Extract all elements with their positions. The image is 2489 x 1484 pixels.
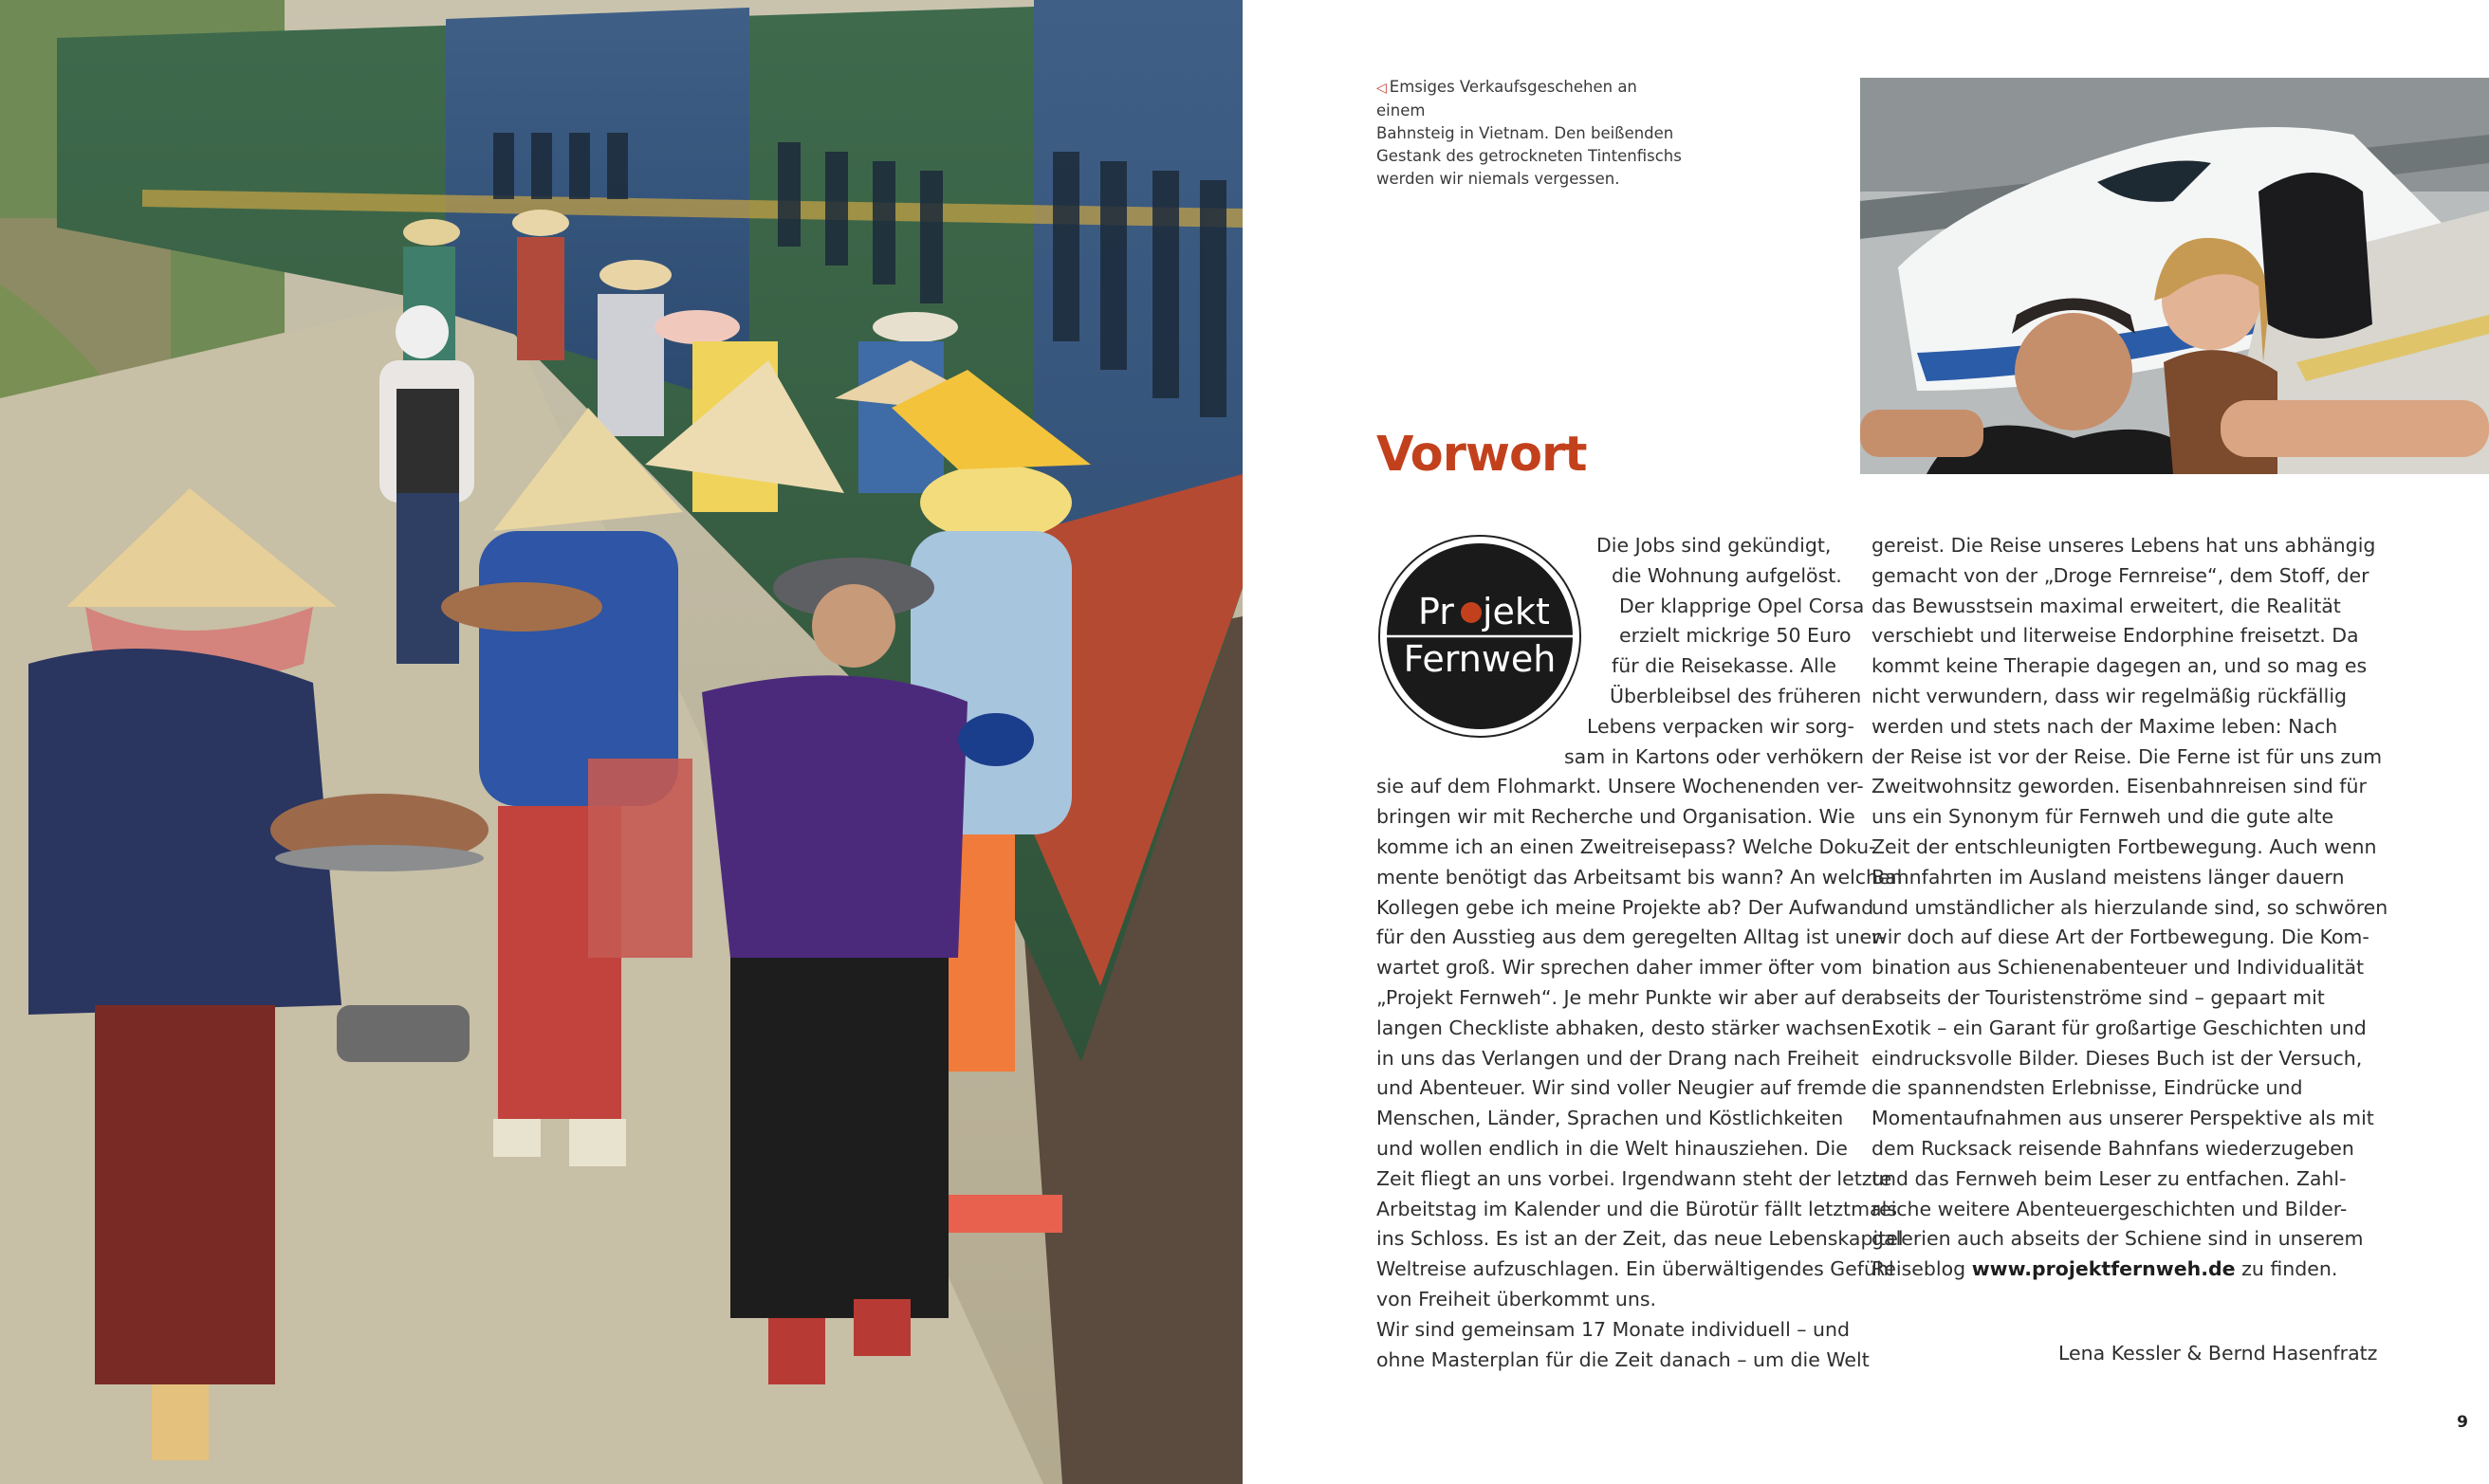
logo-text-fernweh: Fernweh xyxy=(1403,638,1557,680)
caption-marker-icon: ◁ xyxy=(1376,81,1387,96)
body-line: langen Checkliste abhaken, desto stärker wachsen xyxy=(1376,1016,1871,1039)
body-text: Reiseblog xyxy=(1871,1257,1972,1281)
body-line: verschiebt und literweise Endorphine freisetzt. Da xyxy=(1871,624,2359,648)
photo-selfie-bullet-train xyxy=(1860,78,2489,474)
body-line: mente benötigt das Arbeitsamt bis wann? An welchen xyxy=(1376,865,1903,889)
body-line: die Wohnung aufgelöst. xyxy=(1612,563,1842,587)
body-line: Überbleibsel des früheren xyxy=(1610,684,1862,707)
body-line: Menschen, Länder, Sprachen und Köstlichkeiten xyxy=(1376,1107,1844,1130)
photo-caption xyxy=(1376,76,1689,191)
body-line: ins Schloss. Es ist an der Zeit, das neue Lebenskapitel xyxy=(1376,1227,1904,1251)
body-line: in uns das Verlangen und der Drang nach Freiheit xyxy=(1376,1046,1859,1070)
body-line: Bahnfahrten im Ausland meistens länger dauern xyxy=(1871,865,2345,889)
body-line: für den Ausstieg aus dem geregelten Alltag ist uner- xyxy=(1376,925,1886,949)
body-line: Der klapprige Opel Corsa xyxy=(1619,594,1865,617)
body-line: sam in Kartons oder verhökern xyxy=(1564,744,1865,768)
body-column-2 xyxy=(1871,531,2388,1285)
body-line: Die Jobs sind gekündigt, xyxy=(1596,534,1832,557)
body-line: kommt keine Therapie dagegen an, und so mag es xyxy=(1871,654,2368,678)
right-page xyxy=(1243,0,2489,1484)
body-line: wir doch auf diese Art der Fortbewegung. Die Kom- xyxy=(1871,925,2369,949)
blog-url-link[interactable]: www.projektfernweh.de xyxy=(1971,1257,2236,1281)
body-line: reiche weitere Abenteuergeschichten und Bilder- xyxy=(1871,1197,2348,1220)
body-line: für die Reisekasse. Alle xyxy=(1612,654,1837,678)
caption-line: Gestank des getrockneten Tintenfischs xyxy=(1376,147,1682,165)
body-text: zu finden. xyxy=(2235,1257,2338,1281)
body-line: wartet groß. Wir sprechen daher immer öfter vom xyxy=(1376,956,1863,980)
body-line-with-link xyxy=(1871,1255,2346,1285)
page-number: 9 xyxy=(2457,1413,2468,1432)
body-line: Arbeitstag im Kalender und die Bürotür fällt letztmals xyxy=(1376,1197,1897,1220)
body-line: Exotik – ein Garant für großartige Geschichten und xyxy=(1871,1016,2367,1039)
body-line: eindrucksvolle Bilder. Dieses Buch ist der Versuch, xyxy=(1871,1046,2363,1070)
body-line: uns ein Synonym für Fernweh und die gute alte xyxy=(1871,805,2334,829)
body-line: Lebens verpacken wir sorg- xyxy=(1587,714,1854,738)
body-line: werden und stets nach der Maxime leben: Nach xyxy=(1871,714,2338,738)
body-line: erzielt mickrige 50 Euro xyxy=(1619,624,1852,648)
body-line: Zweitwohnsitz geworden. Eisenbahnreisen sind für xyxy=(1871,775,2367,798)
body-line: komme ich an einen Zweitreisepass? Welche Doku- xyxy=(1376,834,1876,858)
body-line: und Abenteuer. Wir sind voller Neugier auf fremde xyxy=(1376,1076,1867,1100)
body-line: Kollegen gebe ich meine Projekte ab? Der Aufwand xyxy=(1376,895,1874,919)
caption-line: werden wir niemals vergessen. xyxy=(1376,170,1620,188)
body-line: das Bewusstsein maximal erweitert, die Realität xyxy=(1871,594,2341,617)
section-heading: Vorwort xyxy=(1376,427,1587,483)
caption-line: Bahnsteig in Vietnam. Den beißenden xyxy=(1376,124,1674,142)
body-line: und wollen endlich in die Welt hinausziehen. Die xyxy=(1376,1136,1848,1160)
logo-text-projekt-post: jekt xyxy=(1483,591,1550,632)
body-line: sie auf dem Flohmarkt. Unsere Wochenenden ver- xyxy=(1376,775,1864,798)
logo-text-projekt-pre: Pr xyxy=(1418,591,1454,632)
body-line: nicht verwundern, dass wir regelmäßig rückfällig xyxy=(1871,684,2348,707)
body-line: die spannendsten Erlebnisse, Eindrücke und xyxy=(1871,1076,2303,1100)
body-line: galerien auch abseits der Schiene sind in unserem xyxy=(1871,1227,2364,1251)
body-line: dem Rucksack reisende Bahnfans wiederzugeben xyxy=(1871,1136,2354,1160)
body-line: Wir sind gemeinsam 17 Monate individuell – und xyxy=(1376,1317,1851,1341)
body-line: gereist. Die Reise unseres Lebens hat uns abhängig xyxy=(1871,534,2376,557)
body-column-1 xyxy=(1376,531,1904,1375)
body-line: und das Fernweh beim Leser zu entfachen. Zahl- xyxy=(1871,1166,2347,1190)
body-line: und umständlicher als hierzulande sind, so schwören xyxy=(1871,895,2388,919)
body-line: von Freiheit überkommt uns. xyxy=(1376,1287,1657,1310)
body-line: der Reise ist vor der Reise. Die Ferne ist für uns zum xyxy=(1871,744,2383,768)
body-line: bination aus Schienenabenteuer und Individualität xyxy=(1871,956,2365,980)
body-line: Zeit der entschleunigten Fortbewegung. Auch wenn xyxy=(1871,834,2377,858)
body-line: Momentaufnahmen aus unserer Perspektive als mit xyxy=(1871,1107,2374,1130)
body-line: ohne Masterplan für die Zeit danach – um die Welt xyxy=(1376,1347,1870,1371)
author-signature: Lena Kessler & Bernd Hasenfratz xyxy=(2058,1342,2378,1365)
photo-vietnam-platform xyxy=(0,0,1243,1484)
body-line: bringen wir mit Recherche und Organisation. Wie xyxy=(1376,805,1855,829)
body-line: gemacht von der „Droge Fernreise“, dem Stoff, der xyxy=(1871,563,2369,587)
body-line: „Projekt Fernweh“. Je mehr Punkte wir aber auf der xyxy=(1376,985,1874,1009)
body-line: Zeit fliegt an uns vorbei. Irgendwann steht der letzte xyxy=(1376,1166,1892,1190)
body-line: Weltreise aufzuschlagen. Ein überwältigendes Gefühl xyxy=(1376,1257,1894,1281)
body-line: abseits der Touristenströme sind – gepaart mit xyxy=(1871,985,2325,1009)
caption-line: Emsiges Verkaufsgeschehen an einem xyxy=(1376,78,1637,119)
